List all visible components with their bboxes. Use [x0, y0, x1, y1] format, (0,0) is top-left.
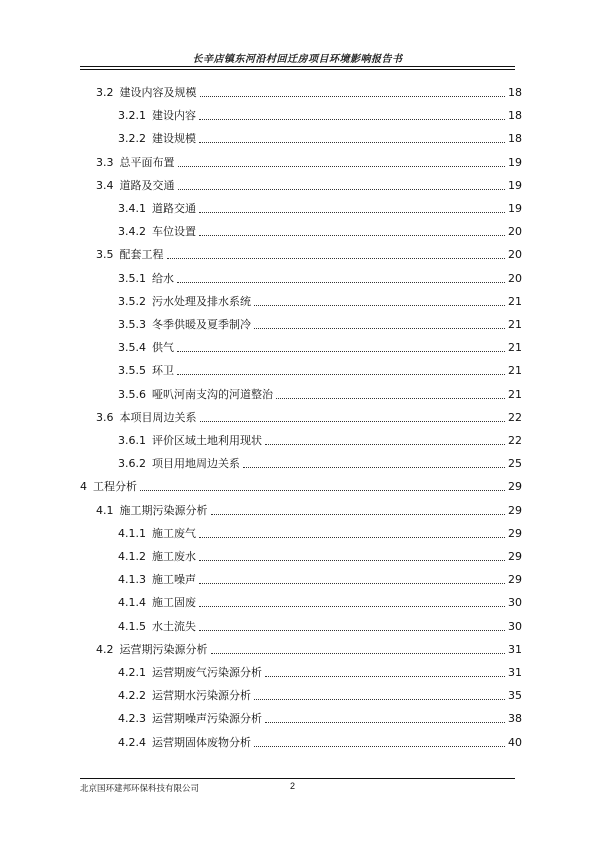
toc-entry[interactable]	[118, 386, 522, 402]
toc-entry-number: 3.5.2	[118, 294, 146, 308]
toc-entry-page: 35	[508, 689, 522, 703]
footer-company: 北京国环建邦环保科技有限公司	[80, 784, 200, 794]
toc-entry-page: 40	[508, 735, 522, 749]
toc-entry-page: 20	[508, 225, 522, 239]
toc-entry-page: 21	[508, 387, 522, 401]
toc-entry-title: 车位设置	[152, 225, 196, 239]
toc-entry-page: 18	[508, 132, 522, 146]
toc-entry-title: 运营期废气污染源分析	[152, 666, 262, 679]
toc-entry-page: 25	[508, 457, 522, 471]
toc-entry-number: 3.5.4	[118, 341, 146, 355]
toc-leader-dots	[200, 95, 506, 97]
toc-entry-title: 本项目周边关系	[119, 410, 197, 424]
toc-entry-title: 运营期噪声污染源分析	[152, 712, 262, 726]
toc-entry[interactable]	[118, 293, 522, 309]
toc-entry-page: 31	[508, 642, 522, 656]
toc-leader-dots	[265, 443, 505, 445]
toc-entry[interactable]	[96, 409, 522, 425]
toc-entry[interactable]	[118, 316, 522, 332]
toc-entry-page: 29	[508, 550, 522, 563]
toc-entry[interactable]	[96, 641, 522, 657]
toc-entry-number: 4.2	[96, 642, 114, 656]
toc-entry-number: 3.5.3	[118, 318, 146, 331]
toc-leader-dots	[211, 513, 506, 515]
toc-entry-page: 31	[508, 666, 522, 679]
toc-entry-page: 29	[508, 503, 522, 517]
toc-entry-title: 污水处理及排水系统	[152, 294, 251, 308]
toc-leader-dots	[254, 327, 505, 329]
toc-entry-number: 3.2	[96, 86, 114, 99]
toc-leader-dots	[177, 373, 505, 375]
toc-entry-title: 施工噪声	[152, 573, 196, 587]
toc-entry-title: 配套工程	[119, 248, 164, 262]
toc-leader-dots	[254, 304, 505, 306]
toc-entry-title: 供气	[152, 341, 174, 355]
toc-entry-page: 20	[508, 271, 522, 285]
toc-entry-title: 施工废水	[152, 550, 196, 563]
toc-entry-number: 3.2.2	[118, 132, 146, 146]
toc-entry-number: 3.2.1	[118, 109, 146, 123]
toc-entry-number: 4.1	[96, 503, 114, 517]
toc-entry[interactable]	[118, 270, 522, 286]
toc-entry-number: 3.5	[96, 248, 114, 262]
toc-entry-number: 3.4.1	[118, 202, 146, 215]
footer-page-number: 2	[290, 781, 296, 791]
toc-entry-page: 18	[508, 109, 522, 123]
toc-entry-number: 4.1.5	[118, 619, 146, 633]
toc-leader-dots	[177, 281, 505, 283]
toc-entry[interactable]	[118, 525, 522, 541]
toc-entry-page: 19	[508, 155, 522, 169]
toc-entry-title: 施工固废	[152, 596, 196, 610]
toc-entry-page: 21	[508, 341, 522, 355]
toc-leader-dots	[177, 350, 505, 352]
toc-entry[interactable]	[118, 432, 522, 448]
toc-entry-title: 评价区域土地利用现状	[152, 434, 262, 447]
toc-entry-title: 环卫	[152, 364, 174, 378]
toc-entry[interactable]	[96, 177, 522, 193]
toc-entry[interactable]	[80, 478, 522, 494]
toc-entry-page: 19	[508, 178, 522, 192]
toc-leader-dots	[254, 698, 505, 700]
toc-leader-dots	[199, 234, 505, 236]
toc-entry-number: 3.4.2	[118, 225, 146, 239]
toc-entry-number: 4.1.3	[118, 573, 146, 587]
toc-entry-page: 29	[508, 573, 522, 587]
toc-entry[interactable]	[118, 455, 522, 471]
toc-entry[interactable]	[118, 339, 522, 355]
toc-entry-title: 工程分析	[93, 480, 137, 494]
toc-entry[interactable]	[118, 734, 522, 750]
toc-entry-page: 20	[508, 248, 522, 262]
toc-entry-title: 运营期固体废物分析	[152, 735, 251, 749]
toc-entry-number: 4.1.1	[118, 526, 146, 540]
toc-entry-title: 建设内容及规模	[119, 86, 197, 99]
toc-entry[interactable]	[118, 687, 522, 703]
toc-leader-dots	[178, 188, 506, 190]
toc-entry[interactable]	[118, 130, 522, 146]
toc-entry[interactable]	[118, 107, 522, 123]
toc-entry-number: 3.5.1	[118, 271, 146, 285]
toc-entry-number: 3.5.5	[118, 364, 146, 378]
toc-leader-dots	[199, 605, 505, 607]
toc-entry-title: 运营期水污染源分析	[152, 689, 251, 703]
toc-leader-dots	[265, 675, 505, 677]
toc-entry[interactable]	[118, 664, 522, 680]
toc-entry-title: 道路及交通	[119, 178, 175, 192]
toc-entry-page: 38	[508, 712, 522, 726]
toc-leader-dots	[265, 721, 505, 723]
toc-entry[interactable]	[118, 710, 522, 726]
toc-entry-title: 给水	[152, 271, 174, 285]
toc-entry-number: 4.2.1	[118, 666, 146, 679]
toc-entry-page: 29	[508, 480, 522, 494]
toc-entry-title: 建设内容	[152, 109, 196, 123]
toc-entry-title: 项目用地周边关系	[152, 457, 240, 471]
toc-entry[interactable]	[118, 594, 522, 610]
toc-entry-page: 30	[508, 596, 522, 610]
toc-leader-dots	[200, 420, 506, 422]
toc-entry-page: 19	[508, 202, 522, 215]
toc-entry[interactable]	[118, 571, 522, 587]
toc-entry-page: 21	[508, 294, 522, 308]
toc-entry[interactable]	[118, 223, 522, 239]
header-rule	[80, 66, 515, 70]
toc-entry-number: 4.1.2	[118, 550, 146, 563]
toc-entry-page: 18	[508, 86, 522, 99]
toc-entry-title: 道路交通	[152, 202, 196, 215]
toc-leader-dots	[211, 652, 506, 654]
footer-rule	[80, 778, 515, 779]
toc-entry-title: 水土流失	[152, 619, 196, 633]
toc-leader-dots	[199, 559, 505, 561]
toc-leader-dots	[199, 582, 505, 584]
toc-leader-dots	[199, 629, 505, 631]
toc-leader-dots	[178, 165, 506, 167]
running-header: 长辛店镇东河沿村回迁房项目环境影响报告书	[192, 54, 403, 65]
toc-entry-title: 运营期污染源分析	[119, 642, 208, 656]
toc-entry[interactable]	[96, 154, 522, 170]
toc-entry-number: 4.1.4	[118, 596, 146, 610]
toc-leader-dots	[140, 489, 505, 491]
toc-leader-dots	[199, 141, 505, 143]
toc-entry-page: 29	[508, 526, 522, 540]
toc-entry-page: 21	[508, 318, 522, 331]
toc-entry-title: 施工废气	[152, 526, 196, 540]
toc-leader-dots	[199, 536, 505, 538]
toc-entry[interactable]	[96, 246, 522, 262]
toc-leader-dots	[254, 745, 505, 747]
toc-leader-dots	[167, 257, 506, 259]
toc-entry-page: 30	[508, 619, 522, 633]
toc-entry[interactable]	[118, 200, 522, 216]
toc-entry[interactable]	[118, 548, 522, 564]
toc-entry[interactable]	[118, 362, 522, 378]
toc-entry-title: 冬季供暖及夏季制冷	[152, 318, 251, 331]
toc-entry-number: 3.4	[96, 178, 114, 192]
toc-entry-title: 总平面布置	[119, 155, 175, 169]
toc-leader-dots	[243, 466, 505, 468]
toc-entry-number: 3.6	[96, 410, 114, 424]
toc-entry-number: 4.2.4	[118, 735, 146, 749]
toc-entry-title: 哑叭河南支沟的河道整治	[152, 387, 273, 401]
toc-entry[interactable]	[96, 84, 522, 100]
toc-entry[interactable]	[96, 502, 522, 518]
toc-entry-number: 4.2.3	[118, 712, 146, 726]
toc-entry-number: 3.6.1	[118, 434, 146, 447]
toc-entry-title: 建设规模	[152, 132, 196, 146]
toc-entry-number: 3.6.2	[118, 457, 146, 471]
toc-entry-number: 4	[80, 480, 87, 494]
toc-entry-number: 3.3	[96, 155, 114, 169]
toc-entry-page: 22	[508, 410, 522, 424]
toc-entry-title: 施工期污染源分析	[119, 503, 208, 517]
toc-entry-number: 4.2.2	[118, 689, 146, 703]
toc-leader-dots	[199, 211, 505, 213]
toc-entry-number: 3.5.6	[118, 387, 146, 401]
toc-entry-page: 22	[508, 434, 522, 447]
toc-leader-dots	[276, 397, 505, 399]
toc-entry[interactable]	[118, 618, 522, 634]
toc-entry-page: 21	[508, 364, 522, 378]
toc-leader-dots	[199, 118, 505, 120]
